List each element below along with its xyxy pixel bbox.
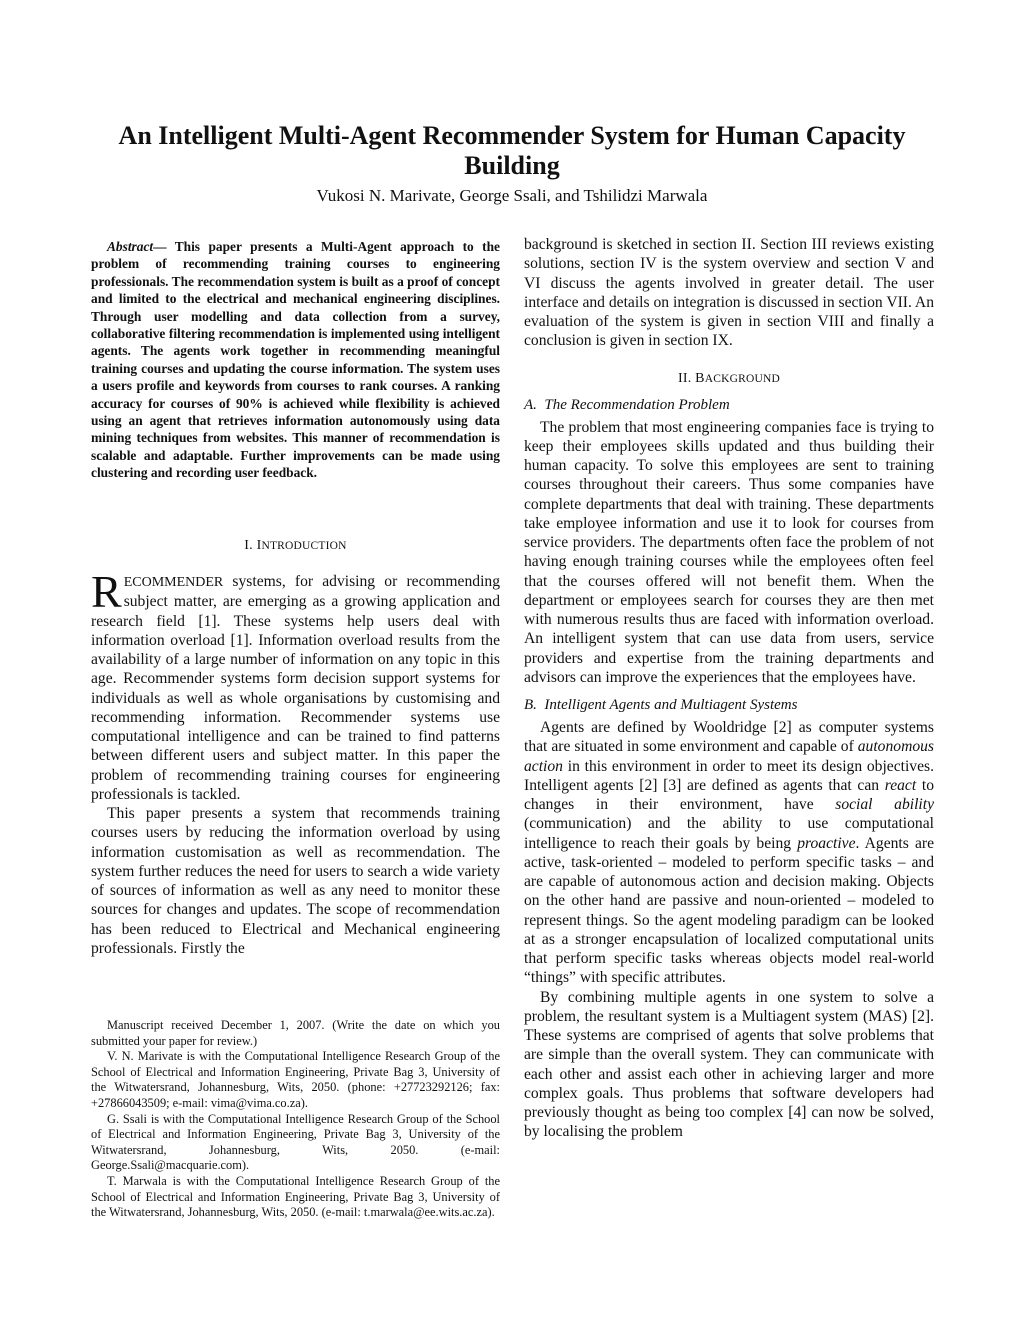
right-column xyxy=(524,235,934,1142)
recommendation-problem-paragraph: The problem that most engineering companies face is trying to keep their employees skills updated and thus building their human capacity. To solve this employees are sent to training courses throughout their careers. Thus some companies have complete departments that deal with training. These departments take employee information and use it to look for courses from service providers. The departments often face the problem of not having enough training courses while the employees often feel that the courses offered will not benefit them. When the department or employees search for courses they are then met with numerous results thus are faced with information overload. An intelligent system that can use data from users, service providers and expertise from the training departments and advisors can improve the experiences that the employees have. xyxy=(524,418,934,686)
paper-outline-paragraph: background is sketched in section II. Section III reviews existing solutions, section IV is the system overview and section V and VI discuss the agents involved in greater detail. The user interface and details on integration is discussed in section VII. An evaluation of the system is given in section VIII and finally a conclusion is given in section IX. xyxy=(524,236,934,350)
author-list: Vukosi N. Marivate, George Ssali, and Tshilidzi Marwala xyxy=(316,186,708,205)
subsection-heading-recommendation-problem: A. The Recommendation Problem xyxy=(524,396,730,413)
section-heading-introduction: I. INTRODUCTION xyxy=(244,538,347,553)
footnote: V. N. Marivate is with the Computational Intelligence Research Group of the School of Electrical and Information Engineering, Private Bag 3, University of the Witwatersrand, Johannesburg, Wits, 2050. (phone: +27723292126; fax: +27866043509; e-mail: vima@vima.co.za). xyxy=(91,1049,500,1110)
intro-paragraph-1: RECOMMENDER systems, for advising or recommending subject matter, are emerging as a growing application and research field [1]. These systems help users deal with information overload [1]. Information overload results from the availability of a large number of information on any topic in this age. Recommender systems form decision support systems for individuals as well as whole organisations by customising and recommending information. Recommender systems use computational intelligence and can be trained to find patterns between different users and subject matter. In this paper the problem of recommending training courses for engineering professionals is tackled. xyxy=(91,566,500,803)
footnote: G. Ssali is with the Computational Intelligence Research Group of the School of Electrical and Information Engineering, Private Bag 3, University of the Witwatersrand, Johannesburg, Wits, 2050. (e-mail: George.Ssali@macquarie.com). xyxy=(91,1111,500,1173)
agents-paragraph-2: By combining multiple agents in one system to solve a problem, the resultant system is a Multiagent system (MAS) [2]. These systems are comprised of agents that solve problems that are simple than the overall system. They can communicate with each other and assist each other in achieving larger and more complex goals. Thus problems that software developers had previously thought as being too complex [4] can now be solved, by localising the problem xyxy=(524,988,934,1141)
introduction-body xyxy=(91,566,500,958)
footnotes xyxy=(91,1018,500,1221)
abstract-label: Abstract xyxy=(107,239,154,254)
paper-title: An Intelligent Multi-Agent Recommender System for Human Capacity Building xyxy=(118,121,906,180)
footnote: T. Marwala is with the Computational Intelligence Research Group of the School of Electrical and Information Engineering, Private Bag 3, University of the Witwatersrand, Johannesburg, Wits, 2050. (e-mail: t.marwala@ee.wits.ac.za). xyxy=(91,1173,500,1220)
drop-cap-word-rest: ECOMMENDER xyxy=(123,575,224,590)
abstract-text: This paper presents a Multi-Agent approach to the problem of recommending training courses to engineering professionals. The recommendation system is built as a proof of concept and limited to the electrical and mechanical engineering disciplines. Through user modelling and data collection from a survey, collaborative filtering recommendation is implemented using intelligent agents. The agents work together in recommending meaningful training courses and updating the course information. The system uses a users profile and keywords from courses to rank courses. A ranking accuracy for courses of 90% is achieved while flexibility is achieved using an agent that retrieves information autonomously using data mining techniques from websites. This manner of recommendation is scalable and adaptable. Further improvements can be made using clustering and recording user feedback. xyxy=(91,239,500,481)
intro-paragraph-2: This paper presents a system that recommends training courses users by reducing the information overload by using information customisation as well as recommendation. The system further reduces the need for users to search a wide variety of sources of information as well as any need to monitor these sources for changes and updates. The scope of recommendation has been reduced to Electrical and Mechanical engineering professionals. Firstly the xyxy=(91,805,500,957)
subsection-heading-agents: B. Intelligent Agents and Multiagent Systems xyxy=(524,697,798,713)
footnote: Manuscript received December 1, 2007. (Write the date on which you submitted your paper for review.) xyxy=(91,1018,500,1048)
abstract xyxy=(91,238,500,482)
agents-paragraph-1: Agents are defined by Wooldridge [2] as computer systems that are situated in some environment and capable of autonomous action in this environment in order to meet its design objectives. Intelligent agents [2] [3] are defined as agents that can react to changes in their environment, have social ability (communication) and the ability to use computational intelligence to reach their goals by being proactive. Agents are active, task-oriented – modeled to perform specific tasks – and are capable of autonomous action and decision making. Objects on the other hand are passive and noun-oriented – modeled to represent things. So the agent modeling paradigm can be looked at as a stronger encapsulation of localized computational units that perform specific tasks whereas objects model real-world “things” with specific attributes. xyxy=(524,719,934,987)
abstract-dash: — xyxy=(153,239,167,254)
section-heading-background: II. BACKGROUND xyxy=(678,370,780,386)
drop-cap: R xyxy=(91,566,122,617)
